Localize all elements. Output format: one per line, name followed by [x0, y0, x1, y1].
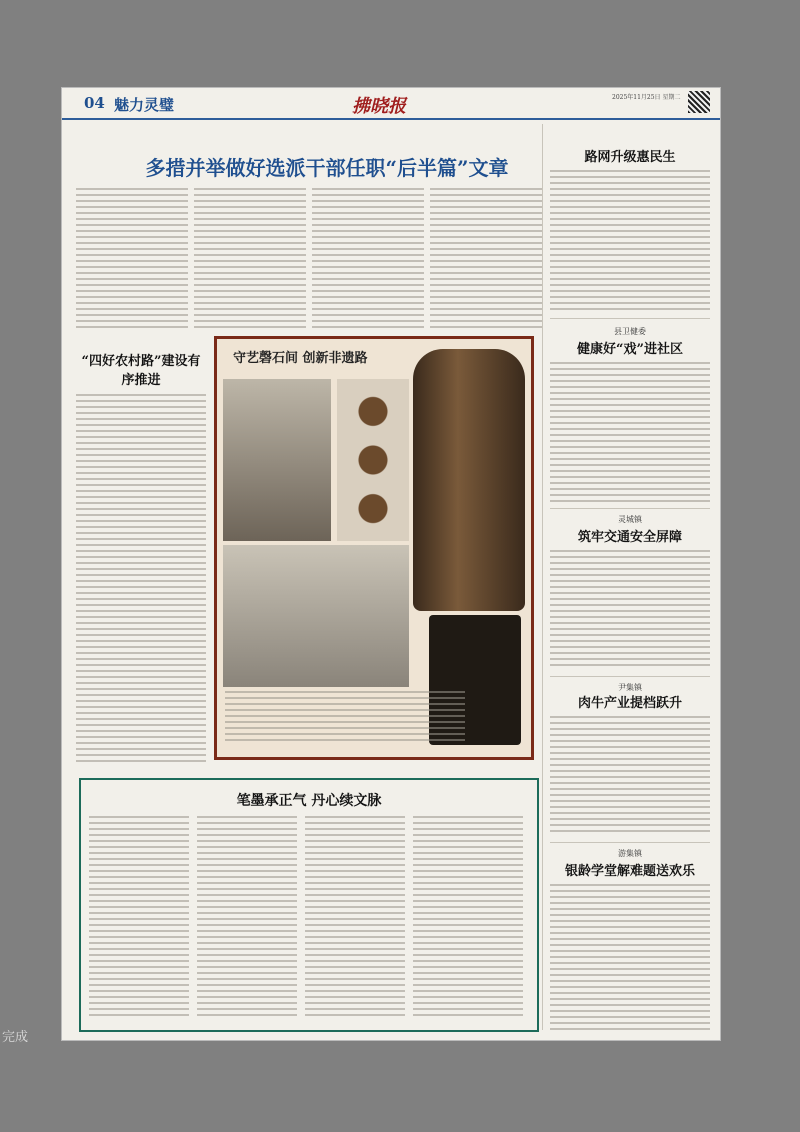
right-divider-4 [550, 842, 710, 843]
lead-body-col4 [430, 188, 542, 330]
right-story2-body [550, 362, 710, 502]
right-story2-kicker: 县卫健委 [614, 327, 646, 336]
section-title: 魅力灵璧 [114, 96, 175, 114]
right-story4-headline: 肉牛产业提档跃升 [577, 696, 682, 711]
right-story4-body [550, 716, 710, 836]
lead-headline: 多措并举做好选派干部任职“后半篇”文章 [145, 156, 509, 180]
left-story-headline [76, 350, 206, 388]
right-divider-1 [550, 318, 710, 319]
right-story2-headline: 健康好“戏”进社区 [577, 342, 683, 357]
left-story-headline-text: “四好农村路”建设有序推进 [81, 354, 201, 388]
right-story3-kicker: 灵城镇 [618, 515, 642, 524]
feature-photo-block [214, 336, 534, 760]
page-number: 04 [84, 94, 105, 112]
box-headline: 笔墨承正气 丹心续文脉 [236, 793, 382, 809]
right-story1-headline: 路网升级惠民生 [584, 150, 676, 165]
right-story4-kicker: 尹集镇 [618, 683, 642, 692]
teapots-photo [337, 379, 409, 541]
carving-hands-photo [223, 545, 409, 687]
edge-text: 完成 [2, 1030, 29, 1045]
newspaper-page [62, 88, 720, 1040]
box-body-col4 [413, 816, 523, 1020]
feature-caption [225, 691, 465, 745]
right-story3-headline: 筑牢交通安全屏障 [577, 530, 682, 545]
box-body-col3 [305, 816, 405, 1020]
lead-body-col2 [194, 188, 306, 330]
right-story5-body [550, 884, 710, 1030]
box-body-col1 [89, 816, 189, 1020]
lead-body-col3 [312, 188, 424, 330]
right-divider-2 [550, 508, 710, 509]
date-line: 2025年11月25日 星期二 [612, 94, 681, 101]
column-divider [542, 124, 543, 1030]
lead-body-col1 [76, 188, 188, 330]
page-header [62, 88, 720, 120]
bottom-boxed-story [79, 778, 539, 1032]
feature-title: 守艺磬石间 创新非遗路 [233, 351, 368, 366]
right-divider-3 [550, 676, 710, 677]
box-body-col2 [197, 816, 297, 1020]
right-story1-body [550, 170, 710, 310]
stone-ewer-photo [413, 349, 525, 611]
qr-code-icon [688, 91, 710, 113]
newspaper-logo: 拂晓报 [352, 96, 406, 117]
craftsman-photo [223, 379, 331, 541]
right-story5-headline: 银龄学堂解难题送欢乐 [564, 864, 695, 879]
right-story5-kicker: 游集镇 [618, 849, 642, 858]
right-story3-body [550, 550, 710, 670]
